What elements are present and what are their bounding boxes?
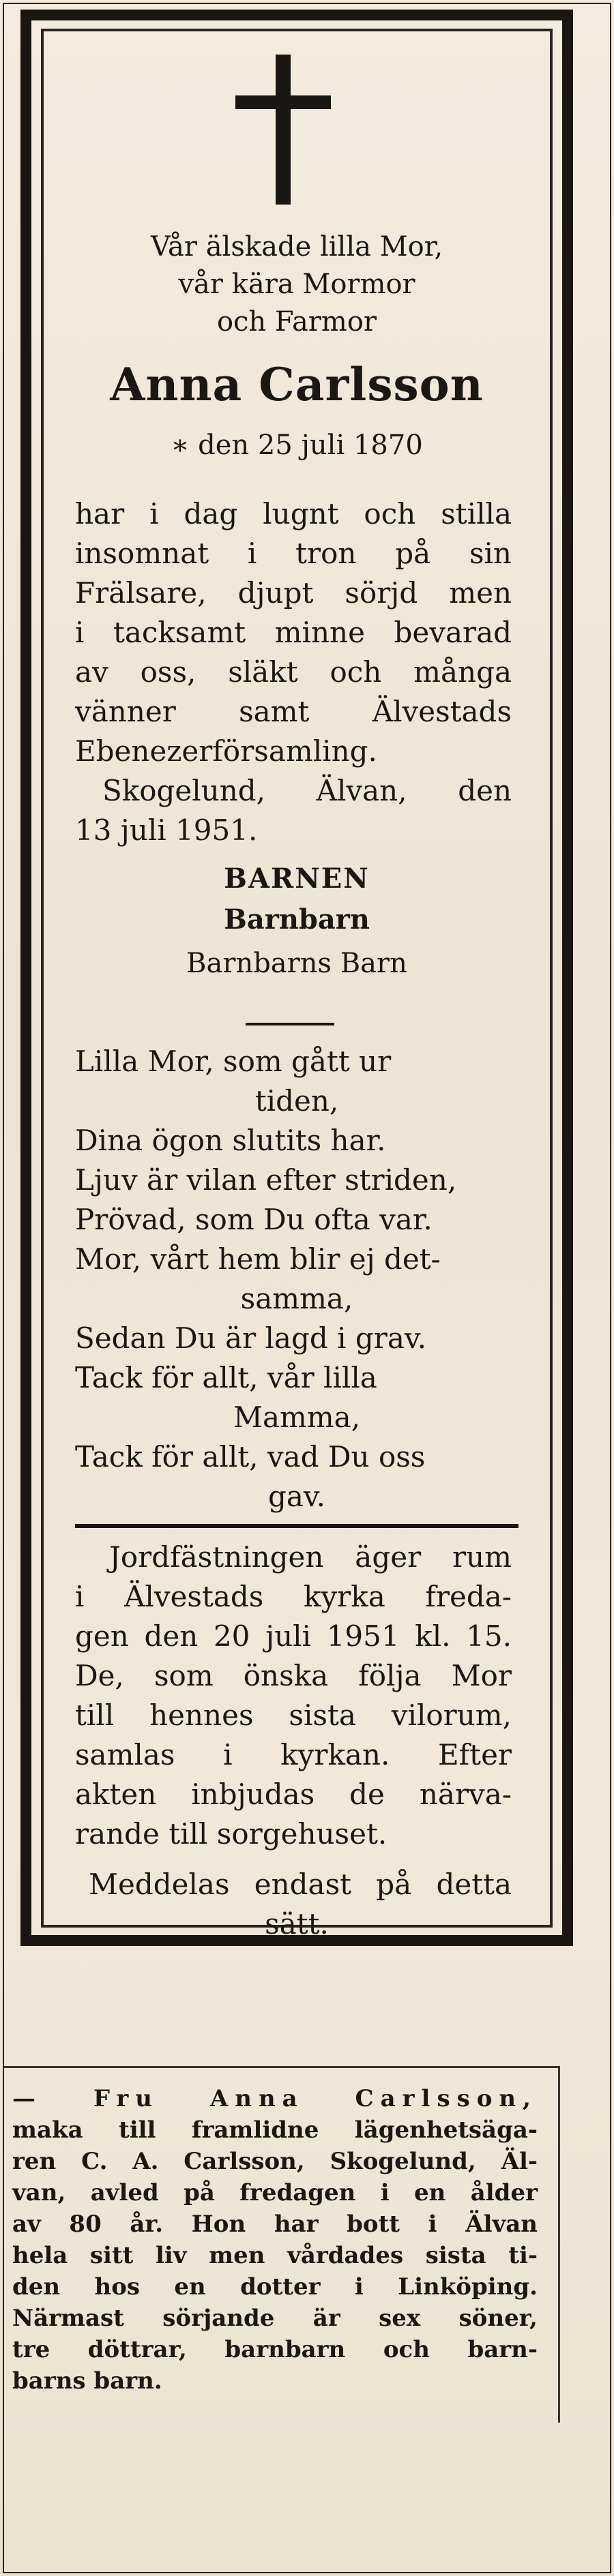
poem-line-9: Tack för allt, vår lilla — [75, 1361, 377, 1394]
place-date-line-2: 13 juli 1951. — [75, 813, 258, 847]
funeral-line-6: samlas i kyrkan. Efter — [75, 1738, 512, 1771]
funeral-line-8: rande till sorgehuset. — [75, 1817, 388, 1851]
obituary-line-1: — Fru Anna Carlsson, — [12, 2085, 538, 2112]
poem-line-12: gav. — [267, 1480, 326, 1513]
birth-date: ∗ den 25 juli 1870 — [171, 430, 423, 461]
body-line-7: Ebenezerförsamling. — [75, 734, 377, 768]
signed-children: BARNEN — [224, 863, 370, 895]
obituary-line-6: hela sitt liv men vårdades sista ti- — [12, 2242, 538, 2269]
notice-line-2: sätt. — [265, 1907, 329, 1941]
obituary-line-8: Närmast sörjande är sex söner, — [12, 2305, 538, 2332]
obituary-line-7: den hos en dotter i Linköping. — [12, 2273, 538, 2301]
funeral-line-4: De, som önska följa Mor — [75, 1659, 512, 1692]
poem-line-2: tiden, — [254, 1084, 339, 1118]
poem-line-4: Ljuv är vilan efter striden, — [75, 1163, 457, 1197]
obituary-line-2: maka till framlidne lägenhetsäga- — [12, 2116, 538, 2144]
obituary-line-9: tre döttrar, barnbarn och barn- — [12, 2336, 538, 2363]
place-date-line-1: Skogelund, Älvan, den — [102, 774, 512, 807]
poem-line-10: Mamma, — [233, 1401, 361, 1434]
signed-grandchildren: Barnbarn — [224, 903, 370, 935]
obituary-line-4: van, avled på fredagen i en ålder — [12, 2179, 538, 2206]
cross-icon — [235, 55, 331, 205]
signed-great-grandchildren: Barnbarns Barn — [186, 948, 407, 979]
body-line-2: insomnat i tron på sin — [75, 537, 512, 570]
poem-line-8: Sedan Du är lagd i grav. — [75, 1321, 426, 1355]
funeral-line-2: i Älvestads kyrka freda- — [75, 1580, 512, 1613]
divider-short — [246, 1023, 334, 1025]
deceased-name: Anna Carlsson — [110, 358, 484, 411]
poem-line-6: Mor, vårt hem blir ej det- — [75, 1242, 441, 1276]
intro-line-1: Vår älskade lilla Mor, — [150, 231, 443, 263]
obituary-line-5: av 80 år. Hon har bott i Älvan — [12, 2211, 538, 2238]
funeral-line-5: till hennes sista vilorum, — [75, 1698, 512, 1732]
intro-line-2: vår kära Mormor — [178, 269, 415, 300]
funeral-line-3: gen den 20 juli 1951 kl. 15. — [75, 1619, 512, 1653]
notice-line-1: Meddelas endast på detta — [89, 1868, 512, 1901]
obituary-line-10: barns barn. — [12, 2367, 162, 2395]
body-line-6: vänner samt Älvestads — [75, 695, 512, 728]
obituary-line-3: ren C. A. Carlsson, Skogelund, Äl- — [12, 2148, 538, 2175]
poem-line-5: Prövad, som Du ofta var. — [75, 1203, 433, 1236]
body-line-4: i tacksamt minne bevarad — [75, 616, 512, 649]
body-line-5: av oss, släkt och många — [75, 655, 512, 689]
body-line-1: har i dag lugnt och stilla — [75, 497, 512, 530]
poem-line-1: Lilla Mor, som gått ur — [75, 1045, 392, 1078]
intro-line-3: och Farmor — [216, 306, 377, 338]
obituary-clipping — [4, 2066, 560, 2423]
funeral-line-1: Jordfästningen äger rum — [109, 1540, 512, 1574]
divider-long — [75, 1524, 518, 1528]
body-line-3: Frälsare, djupt sörjd men — [75, 576, 512, 610]
poem-line-7: samma, — [240, 1282, 353, 1315]
funeral-line-7: akten inbjudas de närva- — [75, 1778, 512, 1811]
poem-line-3: Dina ögon slutits har. — [75, 1124, 386, 1157]
poem-line-11: Tack för allt, vad Du oss — [75, 1440, 426, 1473]
